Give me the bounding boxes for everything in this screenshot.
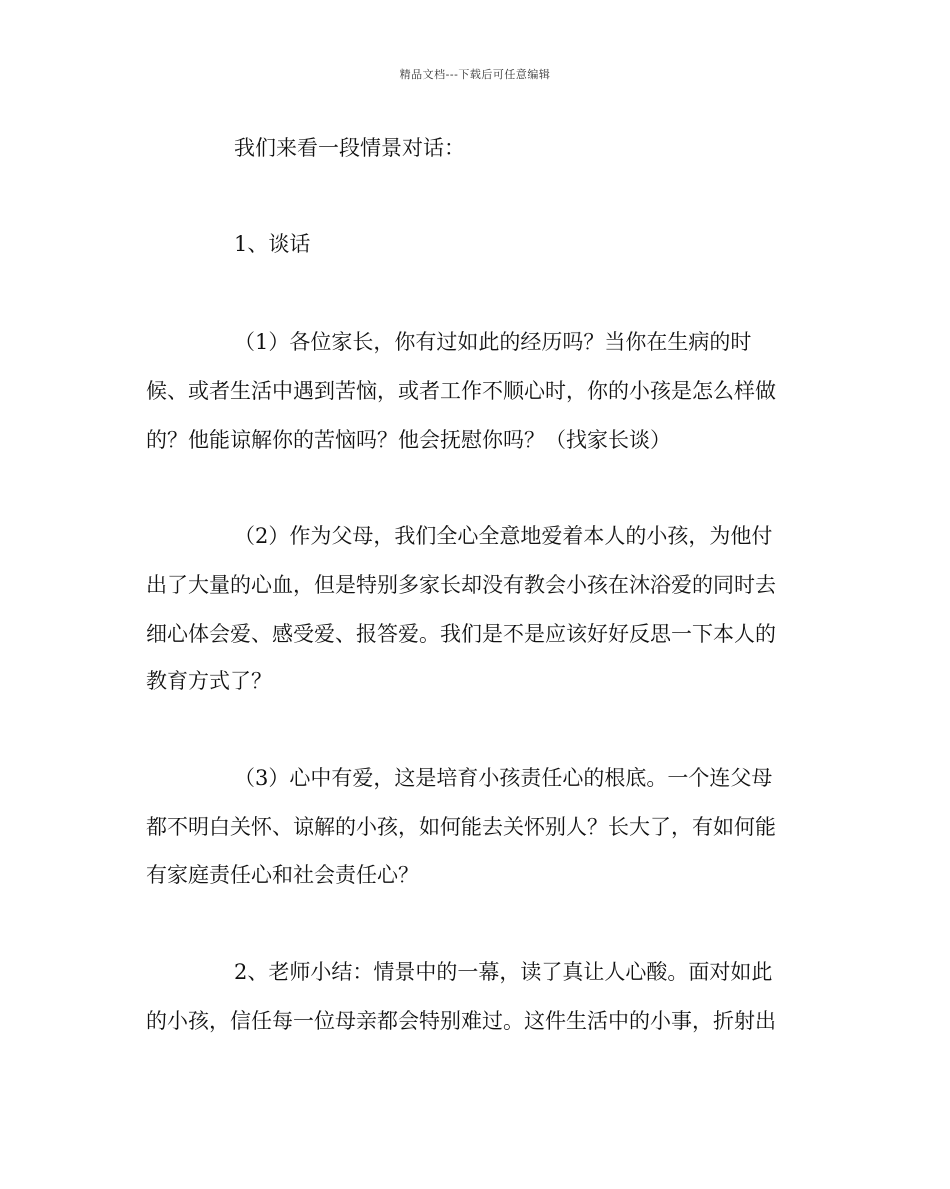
paragraph-2-line-1: （2）作为父母，我们全心全意地爱着本人的小孩，为他付 xyxy=(234,524,773,548)
paragraph-4-line-1: 2、老师小结：情景中的一幕，读了真让人心酸。面对如此 xyxy=(234,960,773,984)
section-title: 1、谈话 xyxy=(234,232,311,256)
paragraph-3-line-1: （3）心中有爱，这是培育小孩责任心的根底。一个连父母 xyxy=(234,766,773,790)
paragraph-1-line-3: 的？他能谅解你的苦恼吗？他会抚慰你吗？（找家长谈） xyxy=(146,428,671,452)
paragraph-3-line-2: 都不明白关怀、谅解的小孩，如何能去关怀别人？长大了，有如何能 xyxy=(146,815,776,839)
paragraph-2-line-2: 出了大量的心血，但是特别多家长却没有教会小孩在沐浴爱的同时去 xyxy=(146,573,776,597)
paragraph-2-line-3: 细心体会爱、感受爱、报答爱。我们是不是应该好好反思一下本人的 xyxy=(146,622,776,646)
intro-line: 我们来看一段情景对话： xyxy=(234,136,465,160)
paragraph-4-line-2: 的小孩，信任每一位母亲都会特别难过。这件生活中的小事，折射出 xyxy=(146,1009,776,1033)
paragraph-1-line-2: 候、或者生活中遇到苦恼，或者工作不顺心时，你的小孩是怎么样做 xyxy=(146,379,776,403)
paragraph-2-line-4: 教育方式了？ xyxy=(146,669,272,693)
paragraph-3-line-3: 有家庭责任心和社会责任心？ xyxy=(146,863,419,887)
page-header: 精品文档---下载后可任意编辑 xyxy=(399,68,551,81)
paragraph-1-line-1: （1）各位家长，你有过如此的经历吗？当你在生病的时 xyxy=(234,330,752,354)
